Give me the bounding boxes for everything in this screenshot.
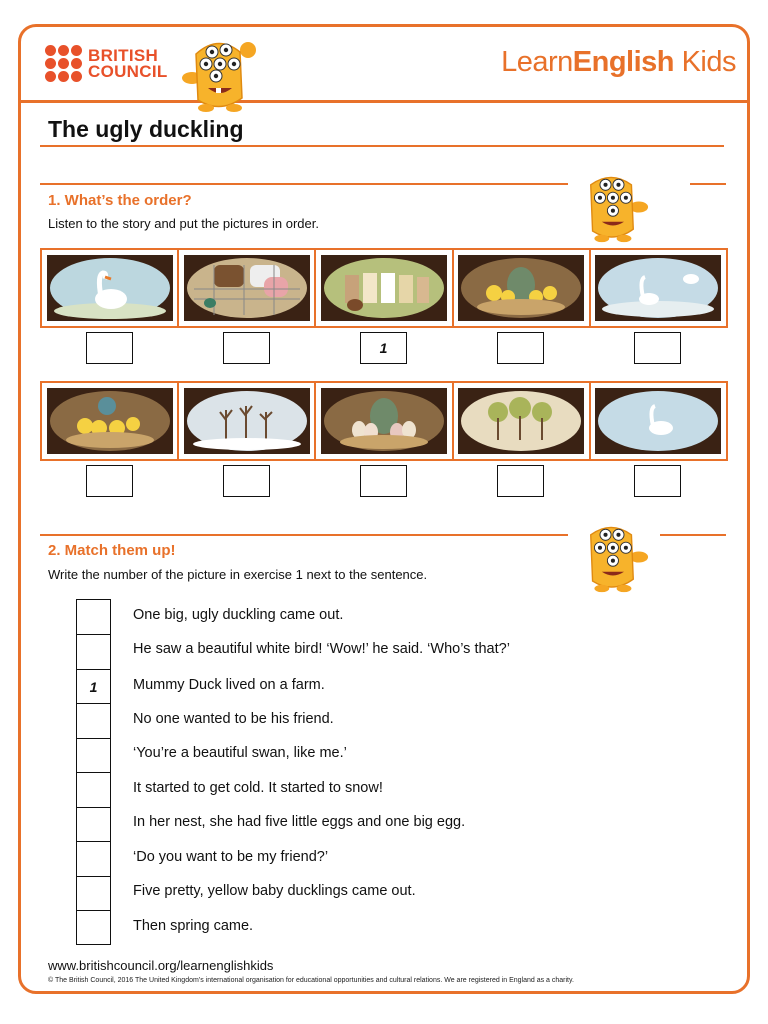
bc-logo-line2: COUNCIL (88, 61, 168, 81)
spring-trees-picture-icon (458, 388, 584, 454)
story-picture-9 (454, 383, 591, 459)
match-answer-box-6[interactable] (76, 772, 111, 807)
match-answer-box-2[interactable] (76, 634, 111, 669)
exercise2-instruction: Write the number of the picture in exercise 1 next to the sentence. (48, 567, 428, 582)
monster-mascot-icon (572, 170, 652, 244)
story-picture-7 (179, 383, 316, 459)
monster-mascot-icon (176, 34, 262, 114)
exercise1-instruction: Listen to the story and put the pictures in order. (48, 216, 319, 231)
story-picture-8 (316, 383, 453, 459)
snowy-trees-picture-icon (184, 388, 310, 454)
match-answer-box-9[interactable] (76, 876, 111, 911)
swan-picture-icon (47, 255, 173, 321)
match-sentence-7: In her nest, she had five little eggs and one big egg. (133, 814, 466, 830)
order-answer-box-9[interactable] (497, 465, 544, 497)
order-answer-box-3[interactable]: 1 (360, 332, 407, 364)
match-sentence-6: It started to get cold. It started to snow! (133, 780, 383, 796)
match-sentence-3: Mummy Duck lived on a farm. (133, 677, 325, 693)
header-divider (20, 100, 748, 103)
title-divider (40, 145, 724, 147)
match-answer-box-8[interactable] (76, 841, 111, 876)
match-sentence-8: ‘Do you want to be my friend?’ (133, 849, 329, 865)
british-council-logo (45, 45, 168, 82)
farm-animals-picture-icon (184, 255, 310, 321)
order-answer-box-1[interactable] (86, 332, 133, 364)
match-answer-box-4[interactable] (76, 703, 111, 738)
story-picture-5 (591, 250, 726, 326)
two-swans-picture-icon (595, 255, 721, 321)
ugly-duckling-picture-icon (47, 388, 173, 454)
story-picture-3 (316, 250, 453, 326)
picture-row-2 (40, 381, 728, 461)
match-sentence-4: No one wanted to be his friend. (133, 711, 334, 727)
farm-huts-picture-icon (321, 255, 447, 321)
story-picture-10 (591, 383, 726, 459)
exercise1-divider (40, 183, 568, 185)
match-answer-box-5[interactable] (76, 738, 111, 773)
story-picture-1 (42, 250, 179, 326)
order-answer-box-8[interactable] (360, 465, 407, 497)
footer-copyright: © The British Council, 2016 The United Kingdom’s international organisation for educational opportunities and cultural relations. We are registered in England as a charity. (48, 977, 574, 984)
order-answer-box-10[interactable] (634, 465, 681, 497)
match-sentence-5: ‘You’re a beautiful swan, like me.’ (133, 745, 347, 761)
exercise1-heading: 1. What’s the order? (48, 192, 192, 209)
exercise2-divider (40, 534, 568, 536)
match-answer-box-7[interactable] (76, 807, 111, 842)
footer-url: www.britishcouncil.org/learnenglishkids (48, 958, 274, 973)
order-answer-box-5[interactable] (634, 332, 681, 364)
match-sentence-10: Then spring came. (133, 918, 254, 934)
swan-on-water-picture-icon (595, 388, 721, 454)
match-sentence-9: Five pretty, yellow baby ducklings came out. (133, 883, 416, 899)
picture-row-1 (40, 248, 728, 328)
order-answer-box-6[interactable] (86, 465, 133, 497)
learnenglish-kids-logo: LearnEnglish Kids (501, 46, 736, 78)
order-answer-box-7[interactable] (223, 465, 270, 497)
british-council-dots-icon (45, 45, 82, 82)
story-picture-6 (42, 383, 179, 459)
order-answer-box-2[interactable] (223, 332, 270, 364)
hatching-egg-picture-icon (458, 255, 584, 321)
story-picture-2 (179, 250, 316, 326)
monster-mascot-icon (572, 520, 652, 594)
exercise2-heading: 2. Match them up! (48, 542, 176, 559)
order-answer-box-4[interactable] (497, 332, 544, 364)
match-answer-box-1[interactable] (76, 599, 111, 634)
story-picture-4 (454, 250, 591, 326)
eggs-in-nest-picture-icon (321, 388, 447, 454)
bc-logo-line1: BRITISH (88, 45, 159, 65)
match-answer-box-3[interactable]: 1 (76, 669, 111, 704)
page-title: The ugly duckling (48, 116, 244, 142)
match-sentence-1: One big, ugly duckling came out. (133, 607, 344, 623)
match-answer-box-10[interactable] (76, 910, 111, 945)
match-sentence-2: He saw a beautiful white bird! ‘Wow!’ he said. ‘Who’s that?’ (133, 641, 510, 657)
